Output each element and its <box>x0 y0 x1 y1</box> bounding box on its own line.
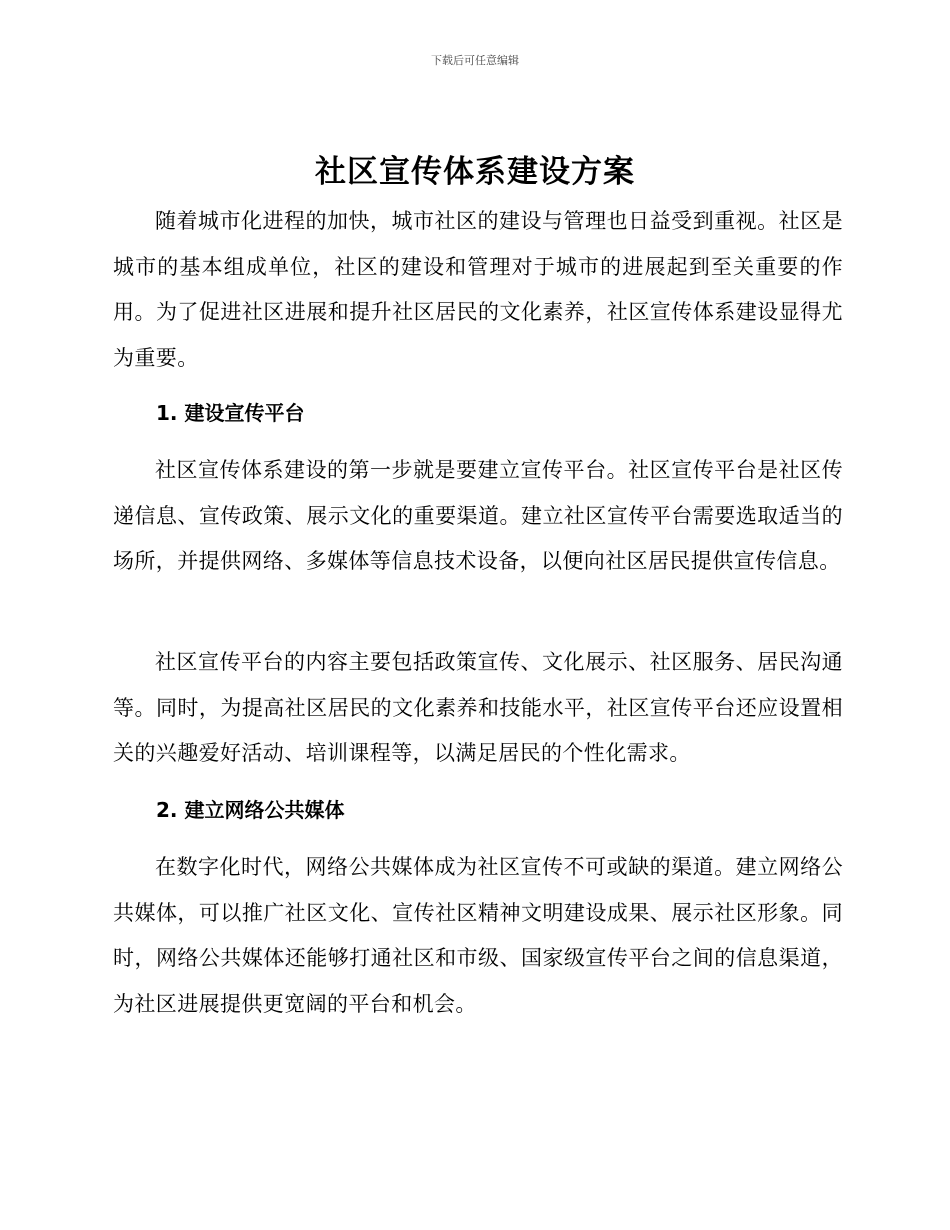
section-2-paragraph-1-block <box>113 845 843 1027</box>
section-2-heading-block <box>113 795 843 825</box>
section-1-paragraph-2-block <box>113 640 843 777</box>
section-1-heading-block <box>113 398 843 428</box>
intro-block <box>113 199 843 381</box>
intro-paragraph: 随着城市化进程的加快，城市社区的建设与管理也日益受到重视。社区是城市的基本组成单位，社区的建设和管理对于城市的进展起到至关重要的作用。为了促进社区进展和提升社区居民的文化素养，社区宣传体系建设显得尤为重要。 <box>113 209 843 370</box>
document-title: 社区宣传体系建设方案 <box>315 154 635 190</box>
section-heading: 2. 建立网络公共媒体 <box>156 798 345 822</box>
section-1-paragraph-1-block <box>113 448 843 585</box>
section-heading: 1. 建设宣传平台 <box>156 401 305 425</box>
body-paragraph: 社区宣传平台的内容主要包括政策宣传、文化展示、社区服务、居民沟通等。同时，为提高社区居民的文化素养和技能水平，社区宣传平台还应设置相关的兴趣爱好活动、培训课程等，以满足居民的个性化需求。 <box>113 650 843 765</box>
body-paragraph: 社区宣传体系建设的第一步就是要建立宣传平台。社区宣传平台是社区传递信息、宣传政策、展示文化的重要渠道。建立社区宣传平台需要选取适当的场所，并提供网络、多媒体等信息技术设备，以便向社区居民提供宣传信息。 <box>113 458 843 573</box>
body-paragraph: 在数字化时代，网络公共媒体成为社区宣传不可或缺的渠道。建立网络公共媒体，可以推广社区文化、宣传社区精神文明建设成果、展示社区形象。同时，网络公共媒体还能够打通社区和市级、国家级宣传平台之间的信息渠道，为社区进展提供更宽阔的平台和机会。 <box>113 855 843 1016</box>
page-header-note: 下载后可任意编辑 <box>431 54 519 67</box>
